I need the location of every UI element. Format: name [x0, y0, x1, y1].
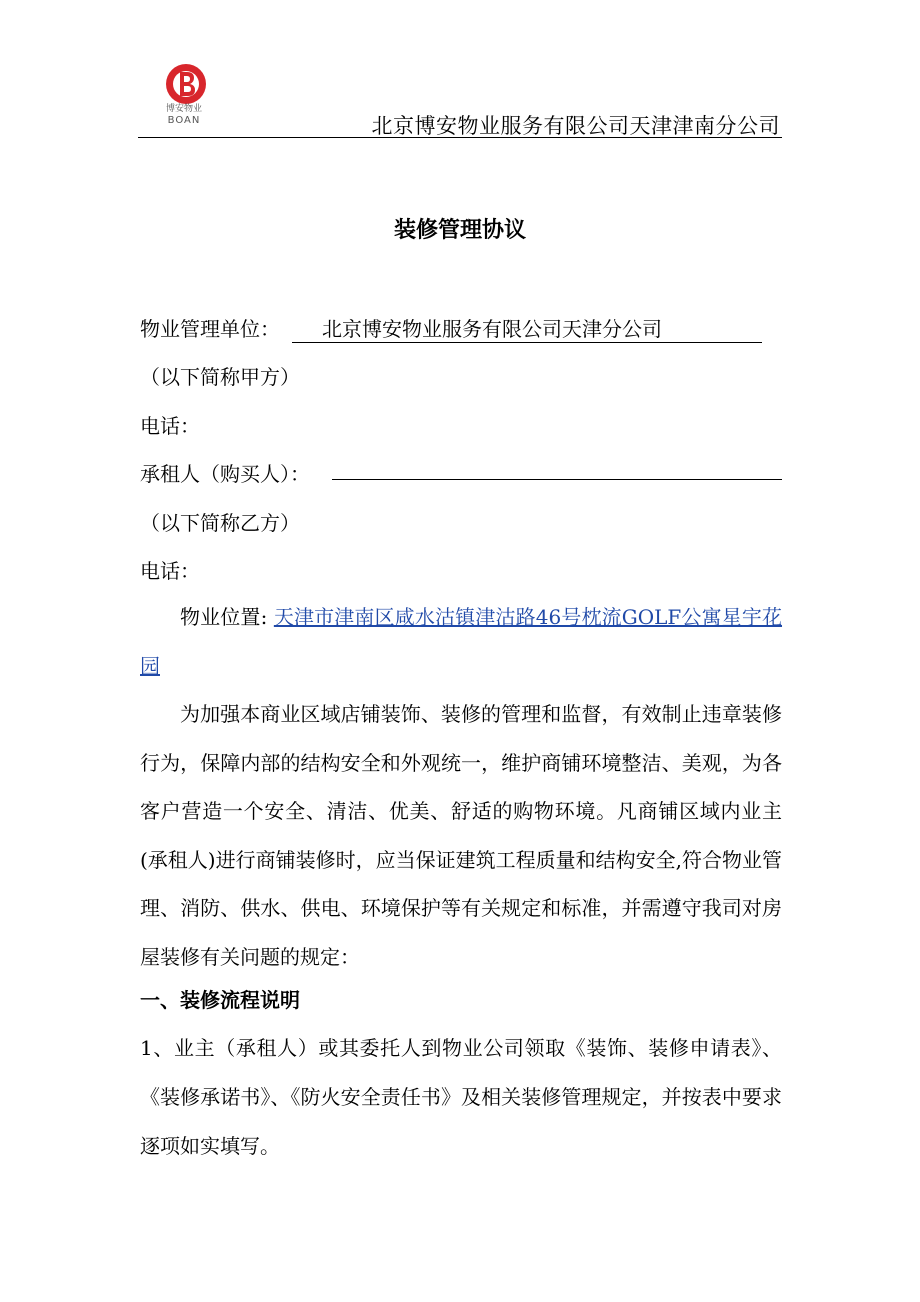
location-link[interactable]: 天津市津南区咸水沽镇津沽路46号枕流GOLF公寓星宇花园 — [140, 605, 783, 678]
header-divider — [138, 137, 782, 138]
party-b-label: 承租人（购买人）： — [140, 462, 310, 486]
document-title: 装修管理协议 — [393, 218, 526, 243]
party-a-value[interactable]: 北京博安物业服务有限公司天津分公司 — [292, 313, 762, 343]
party-b-note: （以下简称乙方） — [140, 511, 300, 535]
party-b-phone-label: 电话： — [140, 559, 200, 583]
party-a-phone-label: 电话： — [140, 414, 200, 438]
party-a-note: （以下简称甲方） — [140, 365, 300, 389]
section1-item1: 1、业主（承租人）或其委托人到物业公司领取《装饰、装修申请表》、《装修承诺书》、《防火安全责任书》及相关装修管理规定，并按表中要求逐项如实填写。 — [140, 1036, 782, 1158]
party-a-line — [140, 313, 762, 343]
location-label: 物业位置: — [180, 605, 268, 629]
party-a-label: 物业管理单位： — [140, 317, 280, 341]
property-location — [140, 593, 782, 690]
header-company-name: 北京博安物业服务有限公司天津津南分公司 — [371, 114, 780, 138]
section1-heading: 一、装修流程说明 — [140, 988, 300, 1012]
party-b-blank-field[interactable] — [332, 479, 782, 480]
logo-text — [150, 104, 218, 126]
logo-en-text: BOAN — [167, 115, 201, 126]
logo-cn-text: 博安物业 — [165, 104, 202, 114]
intro-paragraph: 为加强本商业区域店铺装饰、装修的管理和监督，有效制止违章装修行为，保障内部的结构安全和外观统一，维护商铺环境整洁、美观，为各客户营造一个安全、清洁、优美、舒适的购物环境。凡商铺区域内业主(承租人)进行商铺装修时，应当保证建筑工程质量和结构安全,符合物业管理、消防、供水、供电、环境保护等有关规定和标准，并需遵守我司对房屋装修有关问题的规定： — [140, 702, 782, 969]
